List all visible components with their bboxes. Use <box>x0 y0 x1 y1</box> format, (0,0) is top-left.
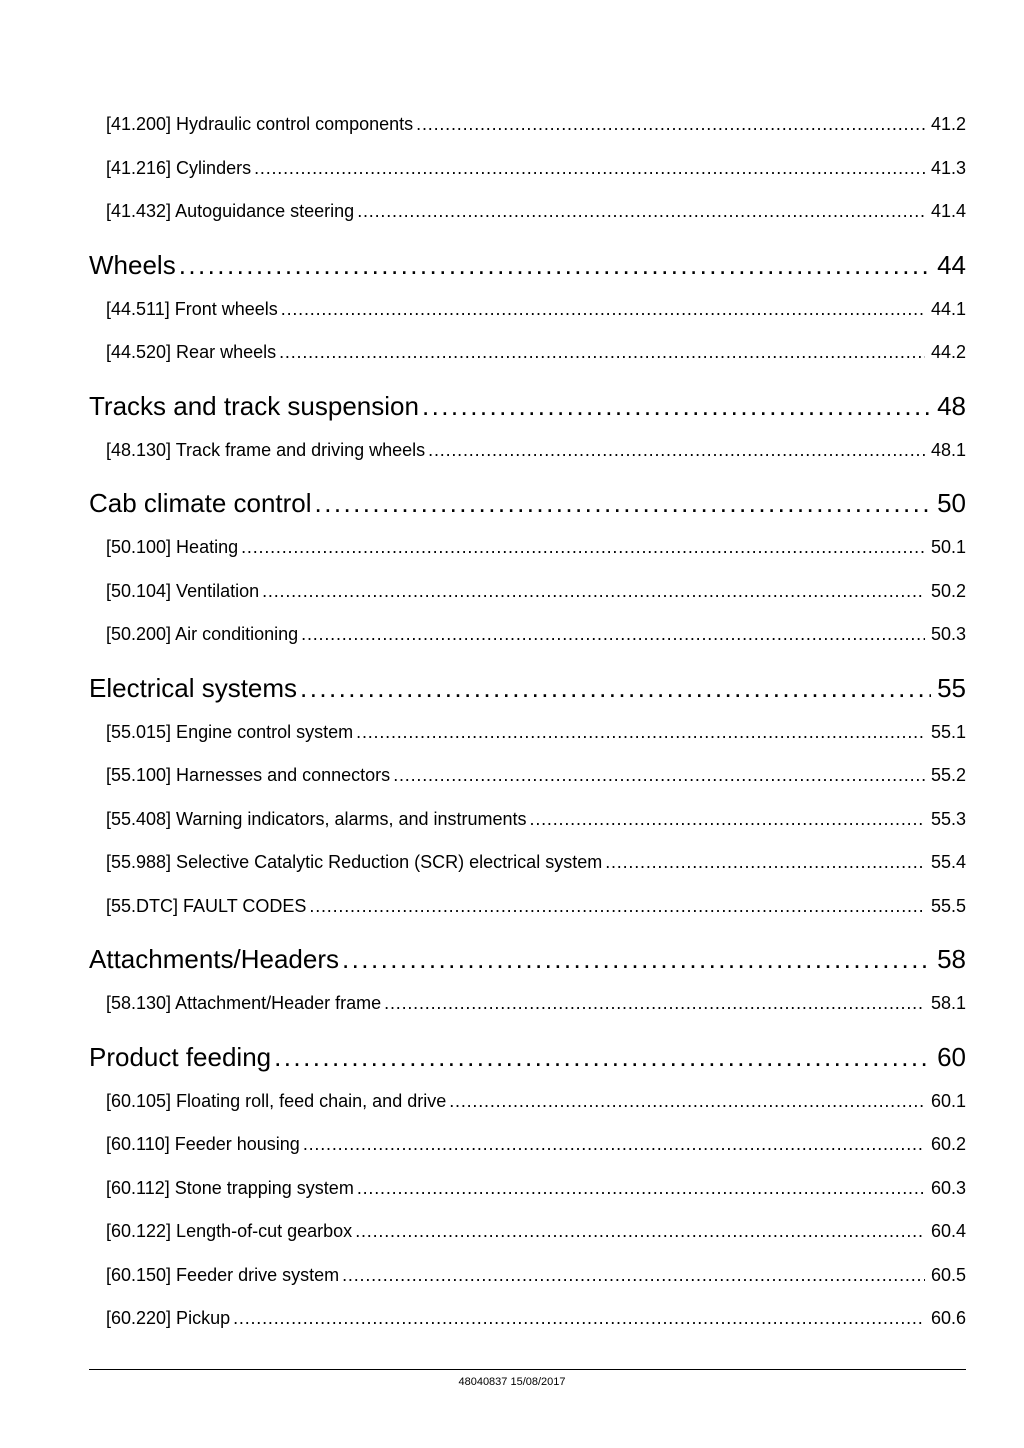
toc-subsection-entry[interactable] <box>89 1257 966 1301</box>
dot-leader <box>309 888 925 924</box>
toc-entry-page-number: 60.3 <box>930 1177 966 1198</box>
toc-section-entry[interactable] <box>89 384 966 432</box>
toc-subsection-entry[interactable] <box>89 334 966 378</box>
toc-entry-title: Product feeding <box>89 1041 272 1072</box>
toc-subsection-entry[interactable] <box>89 985 966 1029</box>
toc-entry-page-number: 50.2 <box>930 580 966 601</box>
toc-entry-page-number: 41.3 <box>930 157 966 178</box>
toc-entry-title: [44.520] Rear wheels <box>106 342 277 362</box>
toc-entry-title: Cab climate control <box>89 488 312 518</box>
toc-entry-page-number: 60.5 <box>930 1264 966 1285</box>
dot-leader <box>274 1035 931 1079</box>
toc-entry-page-number: 44.2 <box>930 342 966 362</box>
toc-entry-page-number: 60.4 <box>930 1221 966 1241</box>
dot-leader <box>416 106 925 142</box>
toc-entry-title: Tracks and track suspension <box>89 390 419 421</box>
toc-subsection-entry[interactable] <box>89 616 966 660</box>
toc-section-entry[interactable] <box>89 666 966 714</box>
toc-entry-title: [60.112] Stone trapping system <box>106 1177 354 1198</box>
toc-entry-page-number: 41.4 <box>930 201 966 221</box>
toc-subsection-entry[interactable] <box>89 1300 966 1344</box>
dot-leader <box>384 985 925 1021</box>
dot-leader <box>342 1257 925 1293</box>
toc-entry-title: Electrical systems <box>89 672 298 703</box>
toc-entry-title: [55.100] Harnesses and connectors <box>106 765 391 785</box>
dot-leader <box>357 1170 925 1206</box>
dot-leader <box>449 1083 925 1119</box>
toc-subsection-entry[interactable] <box>89 888 966 932</box>
toc-entry-title: [44.511] Front wheels <box>106 298 278 319</box>
toc-subsection-entry[interactable] <box>89 150 966 194</box>
toc-entry-page-number: 55.3 <box>930 808 966 829</box>
toc-subsection-entry[interactable] <box>89 1170 966 1214</box>
dot-leader <box>605 844 925 880</box>
toc-entry-title: [55.408] Warning indicators, alarms, and instruments <box>106 808 527 829</box>
toc-entry-title: [50.104] Ventilation <box>106 580 260 601</box>
dot-leader <box>530 801 925 837</box>
toc-subsection-entry[interactable] <box>89 291 966 335</box>
toc-entry-page-number: 60.6 <box>930 1308 966 1328</box>
dot-leader <box>281 291 925 327</box>
toc-entry-title: [60.122] Length-of-cut gearbox <box>106 1221 353 1241</box>
dot-leader <box>262 573 925 609</box>
dot-leader <box>179 243 931 287</box>
toc-subsection-entry[interactable] <box>89 714 966 758</box>
toc-entry-title: [55.DTC] FAULT CODES <box>106 895 307 916</box>
toc-entry-title: [41.216] Cylinders <box>106 157 252 178</box>
toc-entry-page-number: 44 <box>937 249 966 280</box>
toc-entry-page-number: 50.3 <box>930 624 966 644</box>
toc-entry-page-number: 58 <box>937 944 966 974</box>
toc-subsection-entry[interactable] <box>89 193 966 237</box>
toc-section-entry[interactable] <box>89 1035 966 1083</box>
toc-entry-page-number: 60 <box>937 1041 966 1072</box>
toc-entry-page-number: 48.1 <box>930 439 966 460</box>
toc-entry-title: [41.432] Autoguidance steering <box>106 201 355 221</box>
dot-leader <box>233 1300 925 1336</box>
footer-divider <box>89 1369 966 1370</box>
dot-leader <box>254 150 925 186</box>
toc-entry-page-number: 55 <box>937 672 966 703</box>
toc-subsection-entry[interactable] <box>89 757 966 801</box>
toc-entry-title: Attachments/Headers <box>89 944 340 974</box>
toc-entry-page-number: 55.2 <box>930 765 966 785</box>
dot-leader <box>355 1213 925 1249</box>
toc-entry-title: [60.110] Feeder housing <box>106 1134 300 1154</box>
dot-leader <box>342 937 931 981</box>
toc-entry-page-number: 60.2 <box>930 1134 966 1154</box>
toc-subsection-entry[interactable] <box>89 1083 966 1127</box>
dot-leader <box>356 714 925 750</box>
toc-entry-page-number: 50 <box>937 488 966 518</box>
toc-subsection-entry[interactable] <box>89 529 966 573</box>
toc-entry-title: [60.220] Pickup <box>106 1308 231 1328</box>
toc-entry-page-number: 55.5 <box>930 895 966 916</box>
dot-leader <box>303 1126 925 1162</box>
dot-leader <box>422 384 931 428</box>
toc-entry-page-number: 50.1 <box>930 537 966 557</box>
toc-entry-title: [50.200] Air conditioning <box>106 624 299 644</box>
toc-entry-title: [50.100] Heating <box>106 537 239 557</box>
toc-entry-title: [60.105] Floating roll, feed chain, and drive <box>106 1090 447 1111</box>
toc-entry-title: [48.130] Track frame and driving wheels <box>106 439 426 460</box>
toc-entry-title: [58.130] Attachment/Header frame <box>106 993 382 1013</box>
dot-leader <box>393 757 925 793</box>
toc-entry-title: [60.150] Feeder drive system <box>106 1264 340 1285</box>
dot-leader <box>279 334 925 370</box>
dot-leader <box>301 616 925 652</box>
footer-document-reference: 48040837 15/08/2017 <box>458 1376 566 1388</box>
toc-entry-page-number: 55.4 <box>930 852 966 872</box>
toc-subsection-entry[interactable] <box>89 1213 966 1257</box>
table-of-contents <box>89 106 966 1344</box>
toc-subsection-entry[interactable] <box>89 844 966 888</box>
dot-leader <box>315 481 932 525</box>
toc-entry-page-number: 44.1 <box>930 298 966 319</box>
toc-entry-page-number: 41.2 <box>930 114 966 134</box>
toc-section-entry[interactable] <box>89 937 966 985</box>
toc-section-entry[interactable] <box>89 243 966 291</box>
toc-entry-title: Wheels <box>89 249 176 280</box>
toc-subsection-entry[interactable] <box>89 1126 966 1170</box>
toc-entry-page-number: 58.1 <box>930 993 966 1013</box>
toc-subsection-entry[interactable] <box>89 106 966 150</box>
toc-subsection-entry[interactable] <box>89 573 966 617</box>
toc-entry-page-number: 55.1 <box>930 721 966 742</box>
toc-section-entry[interactable] <box>89 481 966 529</box>
dot-leader <box>300 666 931 710</box>
toc-subsection-entry[interactable] <box>89 801 966 845</box>
dot-leader <box>428 432 925 468</box>
dot-leader <box>241 529 925 565</box>
toc-entry-title: [55.015] Engine control system <box>106 721 354 742</box>
toc-entry-page-number: 48 <box>937 390 966 421</box>
toc-entry-page-number: 60.1 <box>930 1090 966 1111</box>
toc-subsection-entry[interactable] <box>89 432 966 476</box>
dot-leader <box>357 193 925 229</box>
toc-entry-title: [55.988] Selective Catalytic Reduction (SCR) electrical system <box>106 852 603 872</box>
toc-entry-title: [41.200] Hydraulic control components <box>106 114 414 134</box>
